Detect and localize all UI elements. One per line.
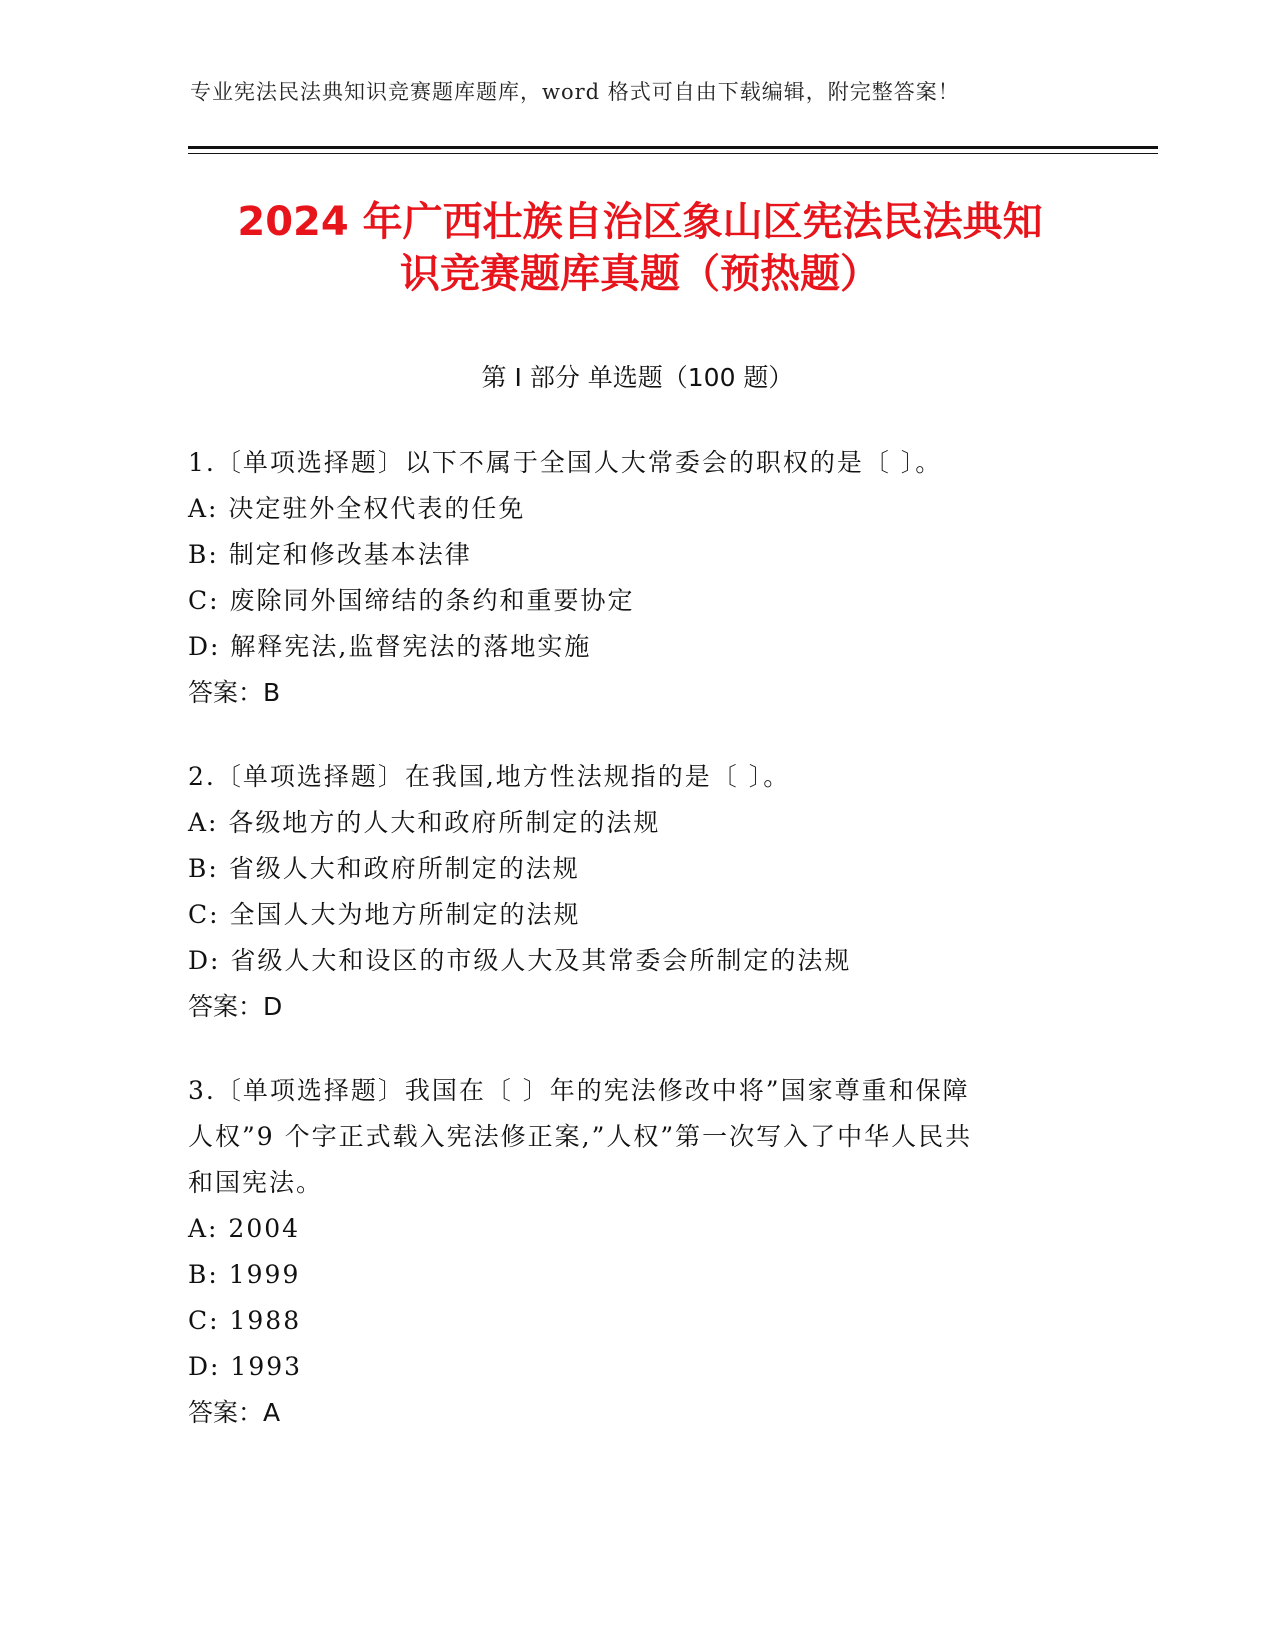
document-title-line-1: 2024 年广西壮族自治区象山区宪法民法典知 [237,199,1043,245]
option-d: D: 1993 [188,1352,303,1381]
option-b: B: 省级人大和政府所制定的法规 [188,854,580,883]
option-b: B: 1999 [188,1260,301,1289]
option-b: B: 制定和修改基本法律 [188,540,472,569]
section-heading: 第 I 部分 单选题（100 题） [481,363,794,392]
document-title [180,196,1100,300]
option-a: A: 2004 [188,1214,301,1243]
answer: 答案：D [188,992,283,1021]
option-a: A: 决定驻外全权代表的任免 [188,494,526,523]
header-rule-thick [188,146,1158,149]
document-title-line-2: 识竞赛题库真题（预热题） [400,251,880,297]
question-stem-line-1: 3.〔单项选择题〕我国在〔 〕年的宪法修改中将”国家尊重和保障 [188,1076,970,1105]
question-stem: 1.〔单项选择题〕以下不属于全国人大常委会的职权的是〔 〕。 [188,448,943,477]
option-a: A: 各级地方的人大和政府所制定的法规 [188,808,661,837]
option-c: C: 全国人大为地方所制定的法规 [188,900,581,929]
option-d: D: 解释宪法,监督宪法的落地实施 [188,632,592,661]
answer: 答案：B [188,678,281,707]
question-stem: 2.〔单项选择题〕在我国,地方性法规指的是〔 〕。 [188,762,791,791]
question-stem-line-2: 人权”9 个字正式载入宪法修正案,”人权”第一次写入了中华人民共 [188,1122,973,1151]
header-rule-thin [188,153,1158,154]
option-c: C: 废除同外国缔结的条约和重要协定 [188,586,635,615]
header-note: 专业宪法民法典知识竞赛题库题库，word 格式可自由下载编辑，附完整答案！ [190,80,960,104]
option-c: C: 1988 [188,1306,302,1335]
question-stem-line-3: 和国宪法。 [188,1168,324,1197]
question-1 [188,440,1088,716]
answer: 答案：A [188,1398,281,1427]
question-list [188,440,1088,1474]
question-2 [188,754,1088,1030]
question-3 [188,1068,1088,1436]
option-d: D: 省级人大和设区的市级人大及其常委会所制定的法规 [188,946,852,975]
